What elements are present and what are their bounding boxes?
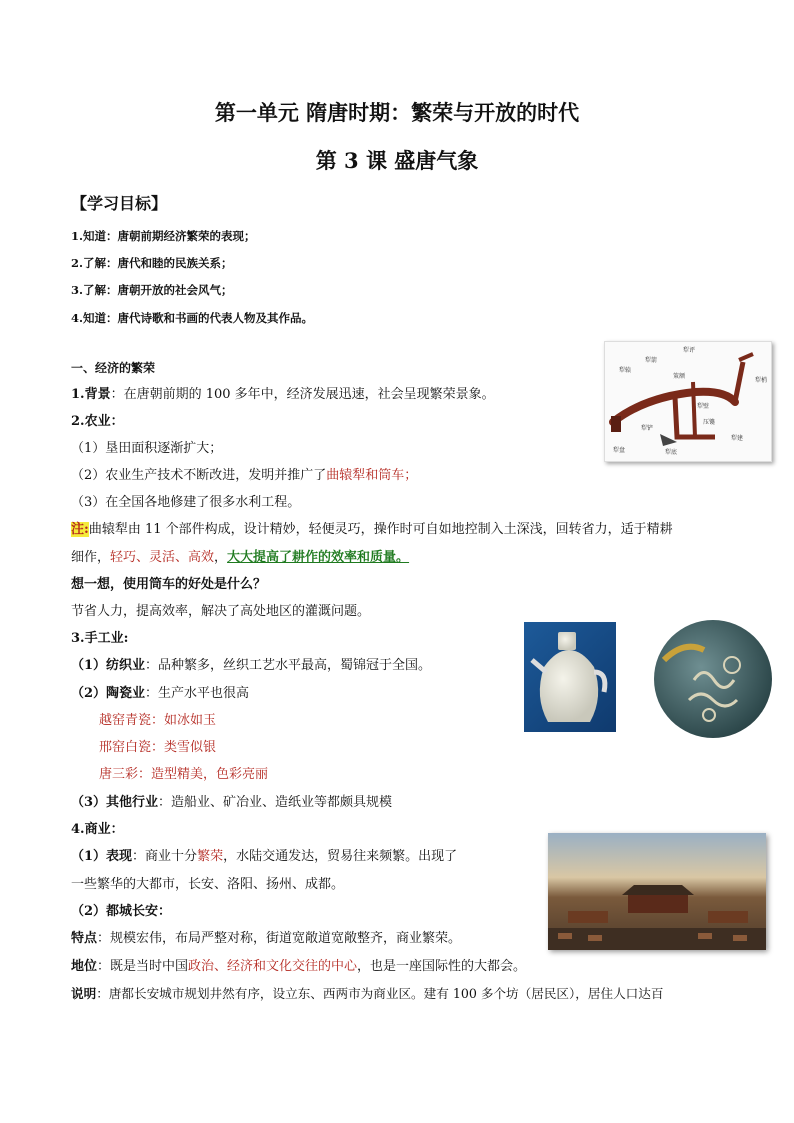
other-label: （3）其他行业 — [71, 795, 159, 810]
think-answer: 节省人力，提高效率，解决了高处地区的灌溉问题。 — [71, 604, 371, 619]
agri-item-text: （2）农业生产技术不断改进，发明并推广了 — [71, 468, 327, 483]
agri-highlight: 曲辕犁和筒车； — [326, 468, 418, 483]
yue-label: 越窑青瓷： — [99, 713, 165, 728]
xing-text: 类雪似银 — [164, 740, 217, 755]
capital-label: （2）都城长安： — [71, 904, 172, 919]
position-text: ：既是当时中国 — [97, 959, 189, 974]
tang-sancai-detail-image — [654, 620, 772, 738]
objective-item: 4.知道：唐代诗歌和书画的代表人物及其作品。 — [71, 311, 314, 325]
features-text: ：规模宏伟，布局严整对称，街道宽敞道宽敞整齐，商业繁荣。 — [97, 931, 462, 946]
plow-label: 犁铲 — [641, 425, 654, 432]
plow-label: 犁箭 — [645, 357, 658, 364]
objective-item: 3.了解：唐朝开放的社会风气； — [71, 283, 233, 297]
plow-label: 犁辕 — [619, 367, 632, 374]
note-line-2 — [71, 549, 409, 567]
ceramic-text: ：生产水平也很高 — [145, 686, 250, 701]
description-text: ：唐都长安城市规划井然有序，设立东、西两市为商业区。建有 100 多个坊（居民区），居住人口达百 — [96, 986, 664, 1001]
position-text-cont: ，也是一座国际性的大都会。 — [357, 959, 527, 974]
textile-text: ：品种繁多，丝织工艺水平最高，蜀锦冠于全国。 — [145, 658, 432, 673]
objective-item: 1.知道：唐朝前期经济繁荣的表现； — [71, 229, 256, 243]
agriculture-label: 2.农业： — [71, 414, 124, 429]
tang-label: 唐三彩： — [99, 767, 152, 782]
agri-item: （1）垦田面积逐渐扩大； — [71, 441, 223, 456]
note-conclusion: 大大提高了耕作的效率和质量。 — [227, 550, 410, 565]
commerce-performance-2: 一些繁华的大都市，长安、洛阳、扬州、成都。 — [71, 877, 345, 892]
plow-label: 犁评 — [683, 347, 696, 354]
yue-text: 如冰如玉 — [164, 713, 217, 728]
note-text: 曲辕犁由 11 个部件构成，设计精妙，轻便灵巧，操作时可自如地控制入土深浅，回转省力，适于精耕 — [88, 522, 673, 537]
craft-other — [71, 794, 392, 812]
perf-keyword: 繁荣 — [197, 849, 224, 864]
ceramic-yue — [99, 712, 216, 730]
note-label: 注: — [71, 522, 89, 537]
craft-textile — [71, 657, 431, 675]
other-text: ：造船业、矿冶业、造纸业等都颇具规模 — [158, 795, 393, 810]
changan-city-image — [548, 833, 766, 950]
craft-label: 3.手工业: — [71, 631, 129, 646]
features-label: 特点 — [71, 931, 98, 946]
ceramic-tangsancai — [99, 766, 268, 784]
perf-text-cont: ，水陆交通发达，贸易往来频繁。出现了 — [223, 849, 458, 864]
objective-item: 2.了解：唐代和睦的民族关系； — [71, 256, 233, 270]
white-porcelain-ewer-image — [524, 622, 616, 732]
capital-features — [71, 930, 461, 948]
perf-text: ：商业十分 — [132, 849, 198, 864]
description-label: 说明 — [71, 986, 97, 1001]
unit-title: 第一单元 隋唐时期：繁荣与开放的时代 — [214, 100, 580, 125]
plow-label: 犁盘 — [613, 447, 626, 454]
lesson-title: 第 3 课 盛唐气象 — [315, 148, 479, 173]
capital-description — [71, 985, 663, 1003]
background-label: 1.背景 — [71, 387, 111, 402]
plow-label: 压镵 — [703, 419, 716, 426]
commerce-label: 4.商业： — [71, 822, 124, 837]
position-keyword: 政治、经济和文化交往的中心 — [188, 959, 358, 974]
plow-label: 策额 — [673, 373, 686, 380]
agri-item: （3）在全国各地修建了很多水利工程。 — [71, 495, 301, 510]
think-question: 想一想，使用筒车的好处是什么？ — [71, 577, 267, 592]
craft-ceramic — [71, 685, 249, 703]
textile-label: （1）纺织业 — [71, 658, 146, 673]
background-text: ：在唐朝前期的 100 多年中，经济发展迅速，社会呈现繁荣景象。 — [110, 387, 495, 402]
objectives-heading: 【学习目标】 — [71, 194, 168, 213]
plow-diagram — [604, 341, 772, 462]
ceramic-xing — [99, 739, 216, 757]
note-keywords: 轻巧、灵活、高效 — [110, 550, 215, 565]
note-text: 细作， — [71, 550, 111, 565]
note-comma: ， — [214, 550, 228, 565]
tang-text: 造型精美，色彩亮丽 — [151, 767, 269, 782]
plow-label: 犁底 — [665, 449, 678, 456]
position-label: 地位 — [71, 959, 98, 974]
agri-item — [71, 467, 417, 485]
plow-label: 犁梢 — [755, 377, 768, 384]
xing-label: 邢窑白瓷： — [99, 740, 165, 755]
plow-label: 犁壁 — [697, 403, 710, 410]
capital-position — [71, 958, 526, 976]
section-heading: 一、经济的繁荣 — [71, 361, 156, 375]
note-line — [71, 521, 673, 539]
background-line — [71, 386, 495, 404]
ceramic-label: （2）陶瓷业 — [71, 686, 146, 701]
plow-label: 犁建 — [731, 435, 744, 442]
commerce-performance — [71, 848, 457, 866]
perf-label: （1）表现 — [71, 849, 133, 864]
